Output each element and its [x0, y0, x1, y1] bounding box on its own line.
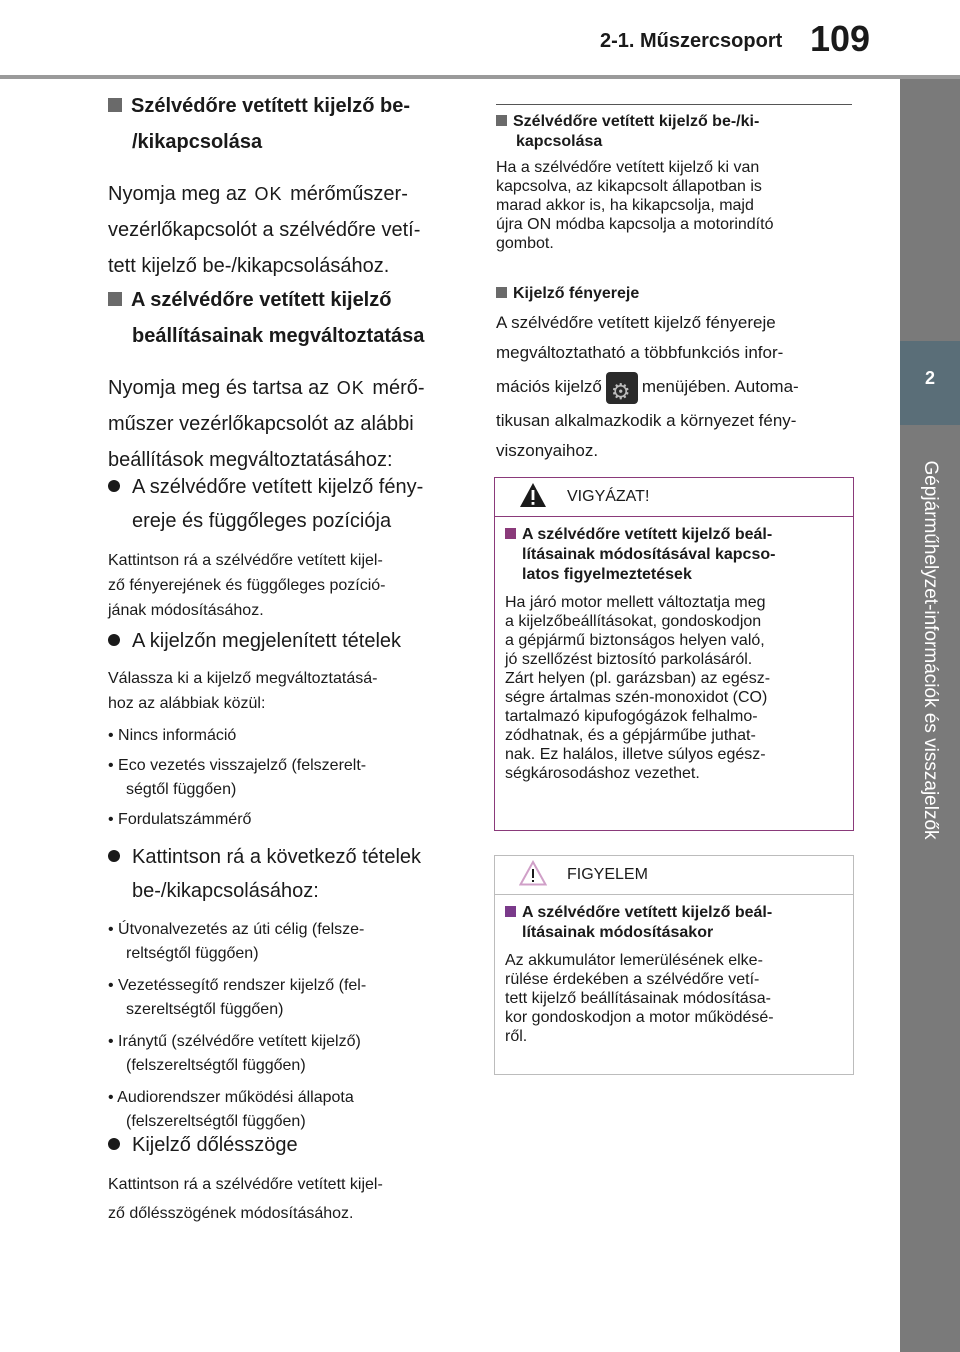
square-bullet-icon: [505, 528, 516, 539]
square-bullet-icon: [496, 287, 507, 298]
column-rule: [496, 104, 852, 105]
list-item: • Útvonalvezetés az úti célig (felsze-: [108, 921, 365, 938]
list-item: • Vezetéssegítő rendszer kijelző (fel-: [108, 977, 367, 994]
ok-button-icon: OK: [254, 184, 283, 204]
caution-box: VIGYÁZAT! A szélvédőre vetített kijelző beál- lításainak módosításával kapcso- latos figyelmeztetések Ha járó motor mellett változtatja meg a kijelzőbeállításokat, gondoskodjon a gépjármű biztonságos helyen való, jó szellőzést biztosító parkolásáról. Zárt helyen (pl. garázsban) az egész- ségre ártalmas szén-monoxidot (CO) tartalmazó kipufogógázok felhalmo- zódhatnak, és a gépjárműbe juthat- nak. Ez halálos, illetve súlyos egész- ségkárosodáshoz vezethet.: [494, 477, 854, 831]
round-bullet-icon: [108, 480, 120, 492]
list-item: • Iránytű (szélvédőre vetített kijelző): [108, 1033, 361, 1050]
item-brightness: A szélvédőre vetített kijelző fény- ereje és függőleges pozíciója Kattintson rá a szélvédőre vetített kijel- ző fényerejének és függőleges pozíció- jának módosításához.: [108, 476, 424, 619]
section-settings: A szélvédőre vetített kijelző beállításainak megváltoztatása Nyomja meg és tartsa az OK mérő- műszer vezérlőkapcsolót az alábbi beállítások megváltoztatásához:: [108, 282, 468, 478]
list-item: • Nincs információ: [108, 727, 237, 744]
toggle-list: • Útvonalvezetés az úti célig (felsze- reltségtől függően) • Vezetéssegítő rendszer kijelző (fel- szereltségtől függően) • Iránytű (szélvédőre vetített kijelző) (felszereltségtől függően) • Audiorendszer működési állapota (felszereltségtől függően): [108, 918, 468, 1134]
notice-box: FIGYELEM A szélvédőre vetített kijelző beál- lításainak módosításakor Az akkumulátor lemerülésének elke- rülése érdekében a szélvédőre vetí- tett kijelző beállításainak módosítása- kor gondoskodjon a motor működésé- ről.: [494, 855, 854, 1075]
note-brightness: Kijelző fényereje A szélvédőre vetített kijelző fényereje megváltoztatható a többfunkciós infor- mációs kijelző⚙ menüjében. Automa- tikusan alkalmazkodik a környezet fény- viszonyaihoz.: [496, 284, 852, 466]
caution-header: [495, 478, 853, 517]
warning-outline-icon: [519, 860, 547, 886]
list-item: • Audiorendszer működési állapota: [108, 1089, 354, 1106]
round-bullet-icon: [108, 634, 120, 646]
section-heading: Szélvédőre vetített kijelző be-: [108, 88, 468, 124]
square-bullet-icon: [505, 906, 516, 917]
caution-label: VIGYÁZAT!: [567, 488, 650, 505]
side-tab-top: [900, 79, 960, 341]
option-list: • Nincs információ • Eco vezetés visszajelző (felszerelt- ségtől függően) • Fordulatszámmérő: [108, 724, 468, 832]
round-bullet-icon: [108, 850, 120, 862]
notice-header: [495, 856, 853, 895]
round-bullet-icon: [108, 1138, 120, 1150]
section-heading: A szélvédőre vetített kijelző: [108, 282, 468, 318]
item-toggle: Kattintson rá a következő tételek be-/kikapcsolásához: • Útvonalvezetés az úti célig (felsze- reltségtől függően) • Vezetéssegítő rendszer kijelző (fel- szereltségtől függően) • Iránytű (szélvédőre vetített kijelző) (felszereltségtől függően) • Audiorendszer működési állapota (felszereltségtől függően): [108, 840, 468, 1134]
settings-gear-icon: [606, 372, 638, 404]
square-bullet-icon: [496, 115, 507, 126]
list-item: • Eco vezetés visszajelző (felszerelt-: [108, 757, 367, 774]
page-number: 109: [810, 18, 871, 59]
chapter-label: Gépjárműhelyzet-információk és visszajelzők: [920, 460, 941, 840]
section-title: 2-1. Műszercsoport: [600, 30, 783, 52]
section-on-off: Szélvédőre vetített kijelző be- /kikapcsolása Nyomja meg az OK mérőműszer- vezérlőkapcsolót a szélvédőre vetí- tett kijelző be-/kikapcsolásához.: [108, 88, 468, 284]
item-display-content: A kijelzőn megjelenített tételek Válassza ki a kijelző megváltoztatásá- hoz az alábbiak közül: • Nincs információ • Eco vezetés visszajelző (felszerelt- ségtől függően) • Fordulatszámmérő: [108, 624, 468, 832]
list-item: • Fordulatszámmérő: [108, 811, 252, 828]
note-on-off: Szélvédőre vetített kijelző be-/ki- kapcsolása Ha a szélvédőre vetített kijelző ki van kapcsolva, az kikapcsolt állapotban is marad akkor is, ha kikapcsolja, majd újra ON módba kapcsolja a motorindító gombot.: [496, 113, 774, 252]
chapter-number: 2: [924, 368, 935, 388]
square-bullet-icon: [108, 98, 122, 112]
header-rule: [0, 75, 960, 79]
notice-label: FIGYELEM: [567, 866, 648, 883]
square-bullet-icon: [108, 292, 122, 306]
item-tilt: Kijelző dőlésszöge Kattintson rá a szélvédőre vetített kijel- ző dőlésszögének módosításához.: [108, 1134, 383, 1222]
warning-triangle-icon: [519, 482, 547, 508]
ok-button-icon: OK: [336, 378, 365, 398]
